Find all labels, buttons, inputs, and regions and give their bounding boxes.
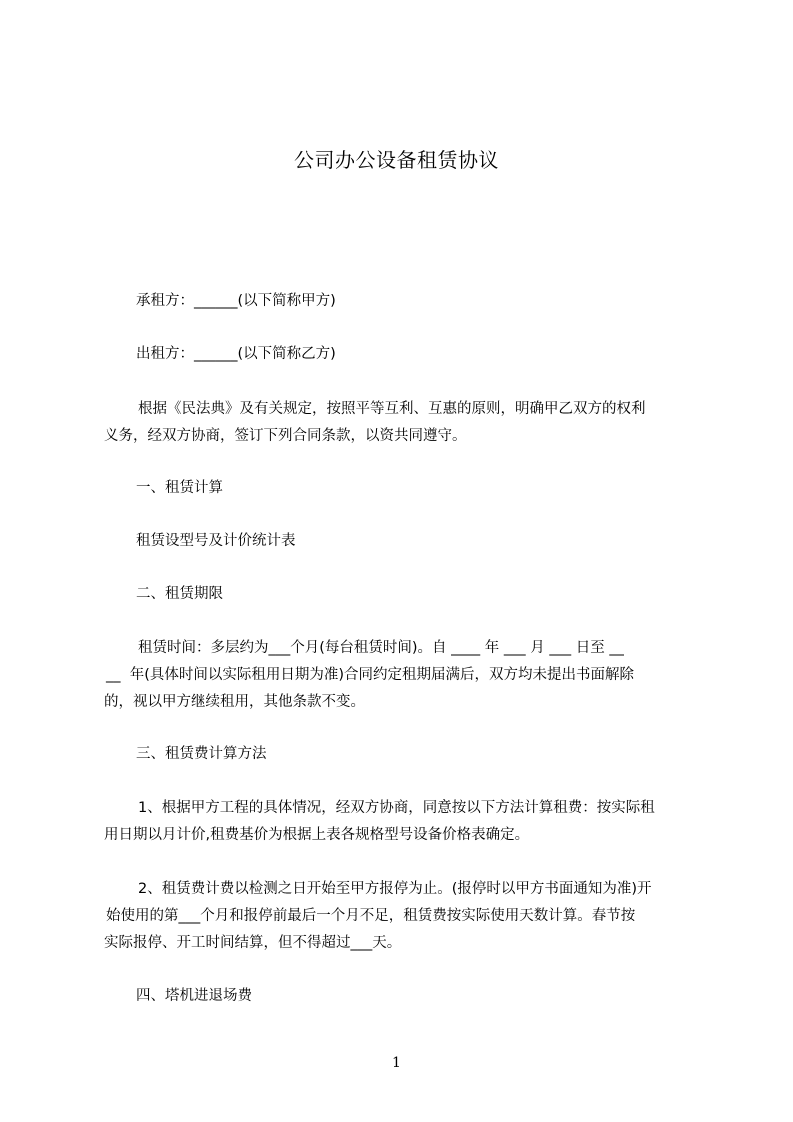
document-title: 公司办公设备租赁协议: [294, 148, 499, 172]
section-2-heading: 二、租赁期限: [136, 586, 223, 602]
section-1-text: 租赁设型号及计价统计表: [136, 533, 296, 549]
section-3-p1-line-1: 1、根据甲方工程的具体情况，经双方协商，同意按以下方法计算租费：按实际租: [138, 800, 655, 816]
section-1-heading: 一、租赁计算: [136, 480, 223, 496]
section-2-line-2: __ 年(具体时间以实际租用日期为准)合同约定租期届满后，双方均未提出书面解除: [106, 667, 635, 683]
section-4-heading: 四、塔机进退场费: [136, 988, 252, 1004]
section-3-p2-line-2: 始使用的第___个月和报停前最后一个月不足，租赁费按实际使用天数计算。春节按: [106, 908, 636, 924]
section-3-heading: 三、租赁费计算方法: [136, 746, 267, 762]
intro-line-2: 义务，经双方协商，签订下列合同条款，以资共同遵守。: [104, 428, 467, 444]
section-3-p2-line-3: 实际报停、开工时间结算，但不得超过___天。: [104, 935, 402, 951]
section-2-line-1: 租赁时间：多层约为___个月(每台租赁时间)。自 ____ 年 ___ 月 ___ 日至 __: [138, 640, 624, 656]
lessee-line: 承租方：______(以下简称甲方): [136, 293, 336, 309]
page-number: 1: [392, 1055, 401, 1071]
section-3-p2-line-1: 2、租赁费计费以检测之日开始至甲方报停为止。(报停时以甲方书面通知为准)开: [138, 881, 652, 897]
section-2-line-3: 的，视以甲方继续租用，其他条款不变。: [104, 694, 365, 710]
section-3-p1-line-2: 用日期以月计价,租费基价为根据上表各规格型号设备价格表确定。: [104, 827, 530, 843]
lessor-line: 出租方：______(以下简称乙方): [136, 346, 336, 362]
intro-line-1: 根据《民法典》及有关规定，按照平等互利、互惠的原则，明确甲乙双方的权利: [138, 401, 646, 417]
